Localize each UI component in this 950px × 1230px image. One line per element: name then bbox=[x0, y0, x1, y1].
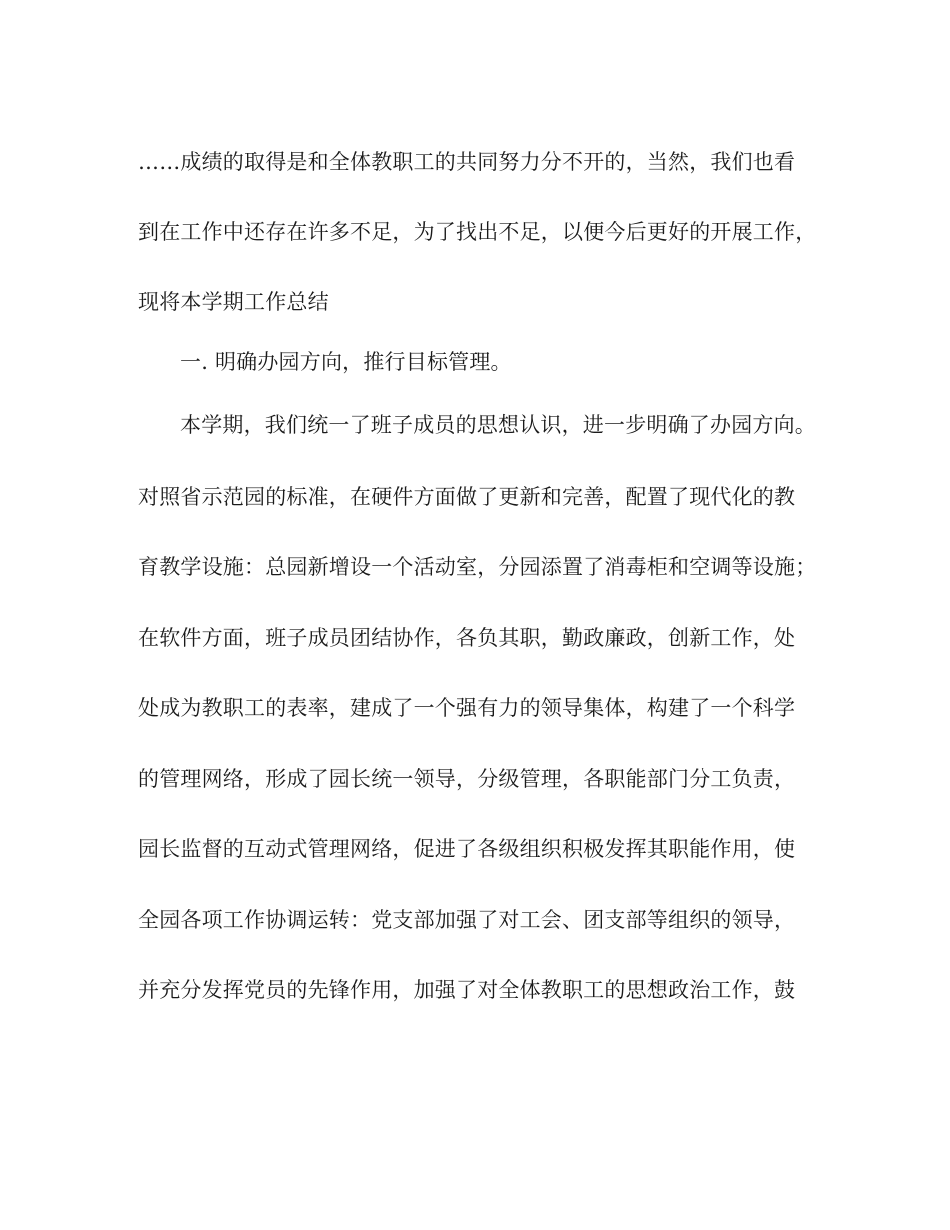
text-line: 并充分发挥党员的先锋作用，加强了对全体教职工的思想政治工作，鼓 bbox=[138, 978, 796, 1002]
text-line: 到在工作中还存在许多不足，为了找出不足，以便今后更好的开展工作， bbox=[138, 220, 817, 244]
text-line: 在软件方面，班子成员团结协作，各负其职，勤政廉政，创新工作，处 bbox=[138, 626, 796, 650]
text-line: 对照省示范园的标准，在硬件方面做了更新和完善，配置了现代化的教 bbox=[138, 485, 796, 509]
text-line: 园长监督的互动式管理网络，促进了各级组织积极发挥其职能作用，使 bbox=[138, 837, 796, 861]
text-line: 的管理网络，形成了园长统一领导，分级管理，各职能部门分工负责， bbox=[138, 767, 796, 791]
section-heading: 一. 明确办园方向，推行目标管理。 bbox=[180, 350, 512, 374]
text-line: ……成绩的取得是和全体教职工的共同努力分不开的，当然，我们也看 bbox=[138, 150, 796, 174]
text-line: 现将本学期工作总结 bbox=[138, 290, 329, 314]
text-line: 全园各项工作协调运转：党支部加强了对工会、团支部等组织的领导， bbox=[138, 908, 796, 932]
text-line: 处成为教职工的表率，建成了一个强有力的领导集体，构建了一个科学 bbox=[138, 696, 796, 720]
paragraph-first-line: 本学期，我们统一了班子成员的思想认识，进一步明确了办园方向。 bbox=[180, 413, 816, 437]
text-line: 育教学设施：总园新增设一个活动室，分园添置了消毒柜和空调等设施； bbox=[138, 555, 817, 579]
